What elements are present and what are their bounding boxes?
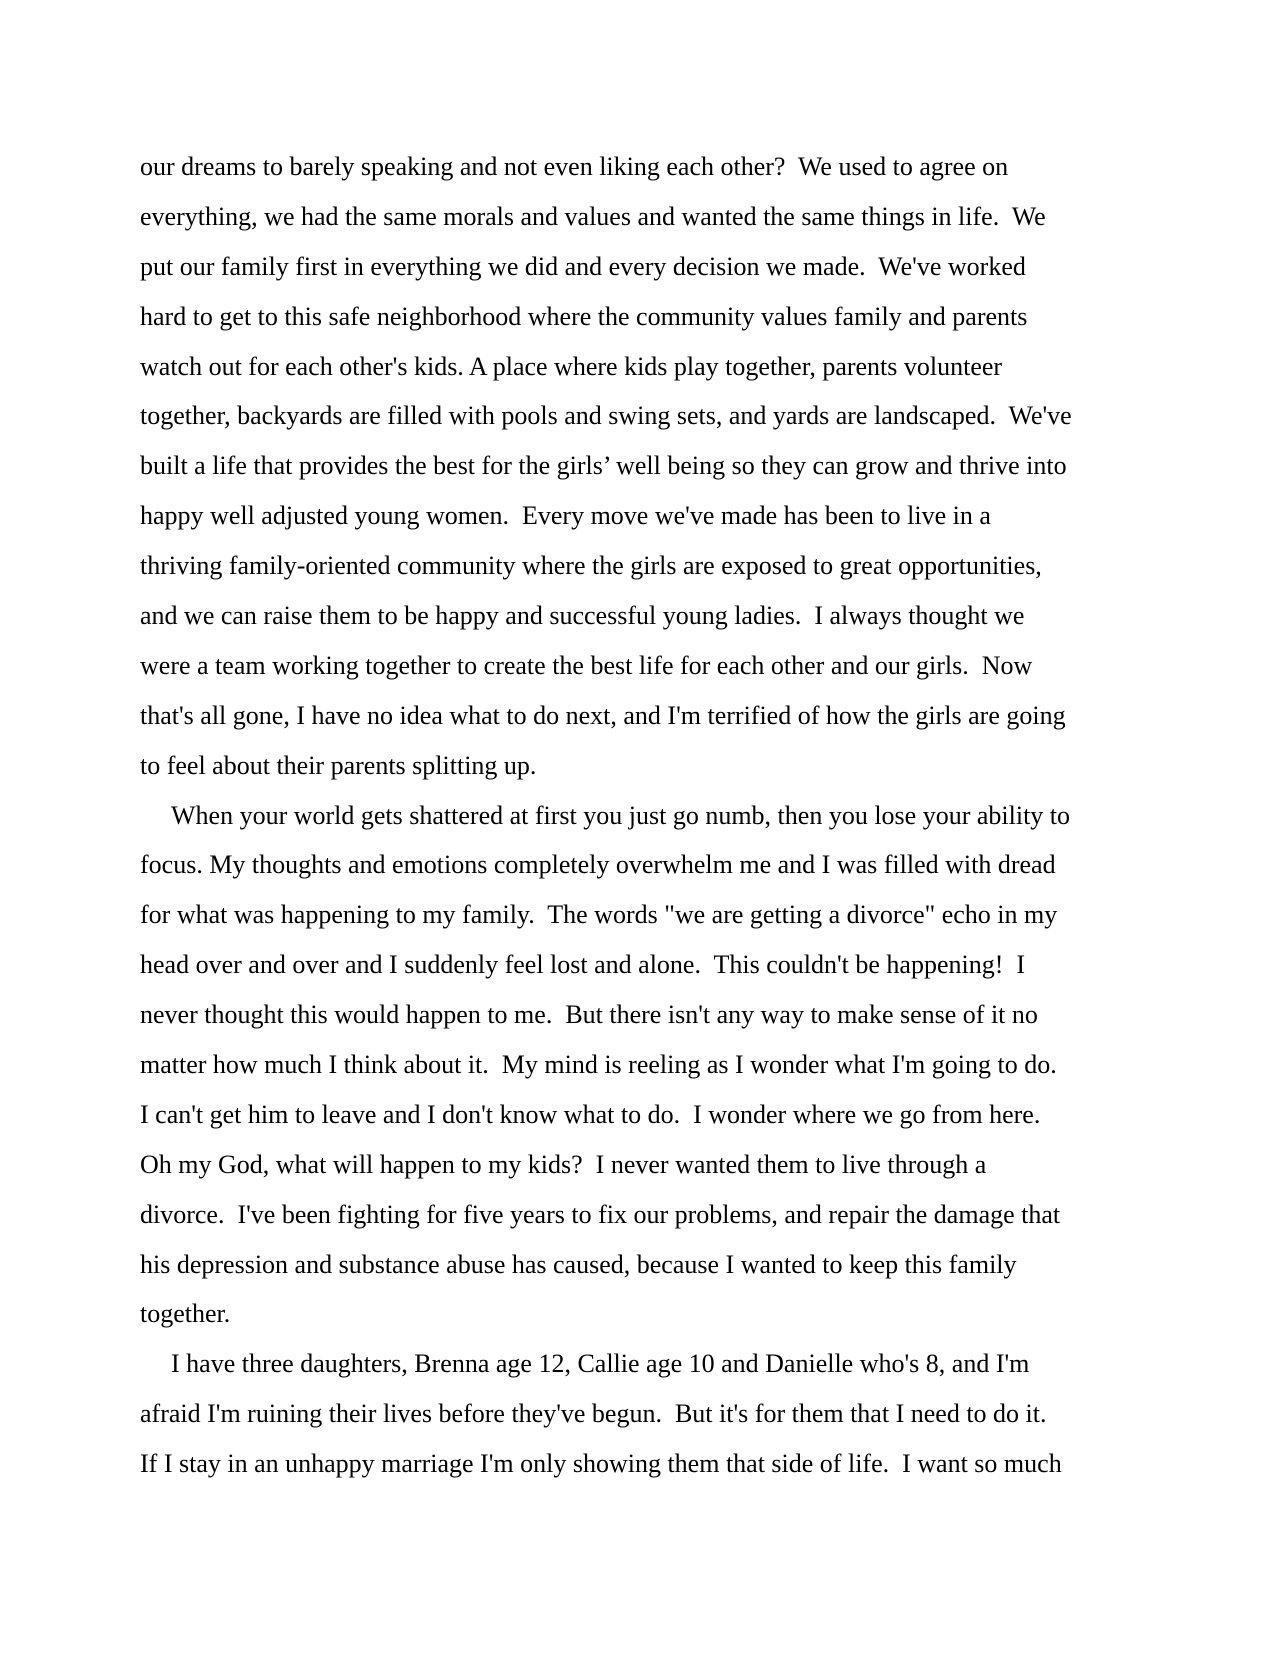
text-line: happy well adjusted young women. Every move we've made has been to live in a xyxy=(140,501,991,531)
text-line: watch out for each other's kids. A place where kids play together, parents volunteer xyxy=(140,351,1003,381)
text-line: put our family first in everything we did and every decision we made. We've worked xyxy=(140,251,1026,281)
text-line: When your world gets shattered at first you just go numb, then you lose your ability to xyxy=(171,800,1071,830)
text-line: for what was happening to my family. The words "we are getting a divorce" echo in my xyxy=(140,900,1058,930)
text-line: thriving family-oriented community where the girls are exposed to great opportunities, xyxy=(140,551,1042,581)
text-line: and we can raise them to be happy and successful young ladies. I always thought we xyxy=(140,601,1025,631)
text-line: built a life that provides the best for the girls’ well being so they can grow and thrive into xyxy=(140,451,1067,481)
text-line: his depression and substance abuse has caused, because I wanted to keep this family xyxy=(140,1249,1017,1279)
paragraph xyxy=(140,142,1150,791)
text-line: to feel about their parents splitting up. xyxy=(140,750,537,780)
paragraph xyxy=(140,1339,1150,1489)
text-line: together, backyards are filled with pools and swing sets, and yards are landscaped. We've xyxy=(140,401,1072,431)
text-line: our dreams to barely speaking and not even liking each other? We used to agree on xyxy=(140,152,1009,181)
text-line: matter how much I think about it. My mind is reeling as I wonder what I'm going to do. xyxy=(140,1050,1057,1080)
text-line: that's all gone, I have no idea what to do next, and I'm terrified of how the girls are going xyxy=(140,700,1066,730)
text-line: I have three daughters, Brenna age 12, Callie age 10 and Danielle who's 8, and I'm xyxy=(171,1349,1030,1379)
page-body-text xyxy=(140,142,1150,1489)
text-line: Oh my God, what will happen to my kids? I never wanted them to live through a xyxy=(140,1149,987,1179)
text-line: focus. My thoughts and emotions completely overwhelm me and I was filled with dread xyxy=(140,850,1056,880)
paragraph xyxy=(140,791,1150,1340)
text-line: head over and over and I suddenly feel lost and alone. This couldn't be happening! I xyxy=(140,950,1026,980)
text-line: I can't get him to leave and I don't know what to do. I wonder where we go from here. xyxy=(140,1099,1041,1129)
text-line: hard to get to this safe neighborhood where the community values family and parents xyxy=(140,301,1028,331)
text-line: never thought this would happen to me. But there isn't any way to make sense of it no xyxy=(140,1000,1038,1030)
text-line: were a team working together to create the best life for each other and our girls. Now xyxy=(140,650,1033,680)
text-line: afraid I'm ruining their lives before they've begun. But it's for them that I need to do it. xyxy=(140,1399,1047,1429)
text-line: If I stay in an unhappy marriage I'm only showing them that side of life. I want so much xyxy=(140,1449,1062,1479)
text-line: divorce. I've been fighting for five years to fix our problems, and repair the damage that xyxy=(140,1199,1061,1229)
text-line: together. xyxy=(140,1299,231,1329)
text-line: everything, we had the same morals and values and wanted the same things in life. We xyxy=(140,201,1046,231)
